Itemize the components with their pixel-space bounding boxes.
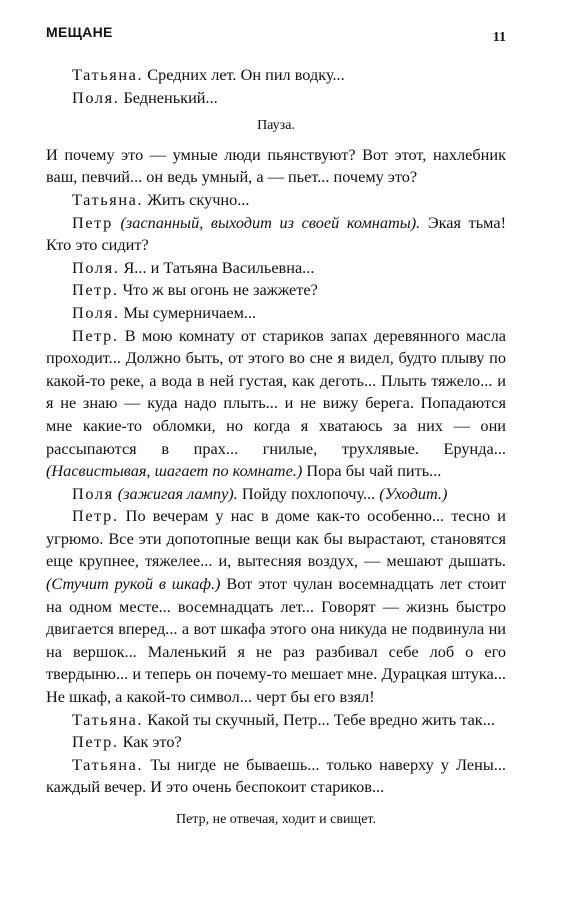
speaker: Татьяна. [72, 189, 144, 209]
speech: В мою комнату от стариков запах деревянного масла проходит... Должно быть, от этого во сне я видел, будто плыву по какой-то реке, а вода в ней густая, как деготь... Плыть тяжело... и я не знаю — куда надо плыть... и не вижу берега. Попадаются мне какие-то обломки, но когда я хватаюсь за них — они рассыпаются в прах... гнилые, трухлявые. Ерунда... [46, 325, 506, 458]
stage-direction: Петр, не отвечая, ходит и свищет. [175, 812, 376, 827]
dialogue-line [46, 302, 506, 325]
speech: Пойду похлопочу... [237, 483, 376, 503]
speech: Что ж вы огонь не зажжете? [118, 280, 318, 300]
speaker: Татьяна. [72, 754, 144, 774]
speaker: Петр. [72, 325, 119, 345]
dialogue-line [46, 709, 506, 732]
play-text [46, 64, 506, 832]
speaker: Поля. [72, 257, 120, 277]
speech: Как это? [118, 732, 182, 752]
running-head: МЕЩАНЕ [46, 24, 113, 40]
dialogue-line [46, 505, 506, 708]
page-number: 11 [492, 30, 506, 45]
speaker: Петр. [72, 506, 119, 526]
dialogue-line [46, 754, 506, 799]
speech: По вечерам у нас в доме как-то особенно... тесно и угрюмо. Все эти допотопные вещи как бы вырастают, становятся еще крупнее, тяжелее... и, вытесняя воздух, — мешают дышать. [46, 506, 506, 571]
stage-remark: (заспанный, выходит из своей комнаты). [112, 212, 421, 232]
stage-direction: Пауза. [257, 118, 295, 134]
speech: Какой ты скучный, Петр... Тебе вредно жить так... [143, 709, 495, 729]
speech: Бедненький... [119, 87, 218, 107]
stage-remark: (зажигая лампу). [113, 483, 238, 503]
stage-remark: (Уходит.) [375, 483, 448, 503]
dialogue-line [46, 212, 506, 257]
speaker: Петр. [72, 732, 119, 752]
dialogue-line [46, 731, 506, 754]
speech: Я... и Татьяна Васильевна... [119, 257, 315, 277]
speaker: Петр [72, 212, 113, 232]
dialogue-line [46, 483, 506, 506]
speaker: Поля [72, 483, 114, 503]
speech: Вот этот чулан восемнадцать лет стоит на одном месте... восемнадцать лет... Говорят — жизнь быстро двигается вперед... а вот шкафа этого она никуда не подвинула ни на вершок... Маленький я не раз разбивал себе лоб о его твердыню... и теперь он почему-то мешает мне. Дурацкая штука... Не шкаф, а какой-то символ... черт бы его взял! [46, 574, 506, 707]
dialogue-line [46, 257, 506, 280]
speech: Средних лет. Он пил водку... [143, 65, 345, 84]
dialogue-line: И почему это — умные люди пьянствуют? Вот этот, нахлебник ваш, певчий... он ведь умный, а — пьет... почему это? [46, 144, 506, 187]
dialogue-line [46, 325, 506, 483]
speech: Ты нигде не бываешь... только наверху у Лены... каждый вечер. И это очень беспокоит стариков... [46, 754, 506, 797]
speaker: Поля. [72, 87, 120, 107]
dialogue-line [46, 87, 506, 110]
dialogue-line [46, 279, 506, 302]
speaker: Татьяна. [72, 709, 144, 729]
stage-remark: (Стучит рукой в шкаф.) [46, 574, 221, 594]
speaker: Поля. [72, 302, 120, 322]
dialogue-line [46, 189, 506, 212]
speech: Пора бы чай пить... [302, 461, 442, 481]
speaker: Татьяна. [72, 65, 144, 84]
speech: Мы сумерничаем... [119, 302, 257, 322]
speaker: Петр. [72, 280, 119, 300]
dialogue-line [46, 64, 506, 87]
stage-remark: (Насвистывая, шагает по комнате.) [46, 461, 303, 481]
speech: Экая тьма! Кто это сидит? [46, 212, 506, 255]
speech: Жить скучно... [143, 189, 250, 209]
